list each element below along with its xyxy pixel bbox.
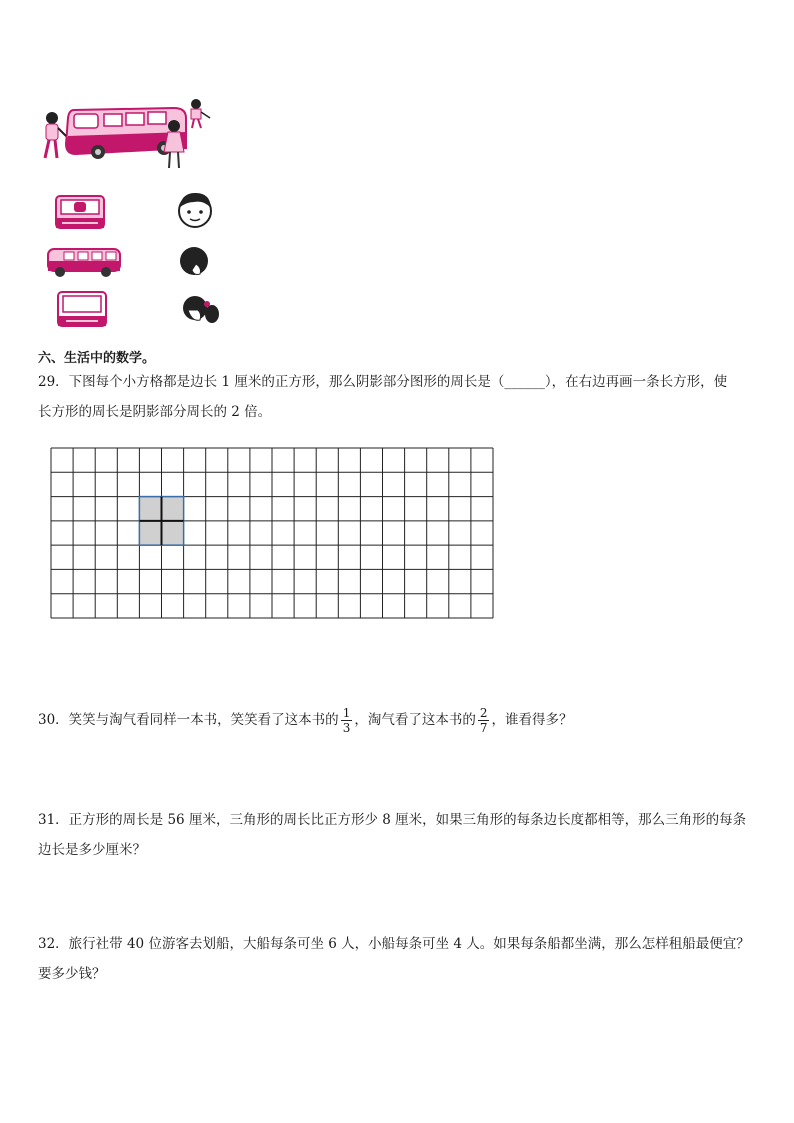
- boy-back-head-icon: [176, 244, 212, 278]
- question-29: [38, 367, 758, 427]
- question-32-line-2: 要多少钱？: [38, 966, 106, 982]
- section-title: 六、生活中的数学。: [38, 351, 156, 366]
- boy-face-icon: [174, 190, 216, 230]
- question-32-line-1: 32．旅行社带 40 位游客去划船，大船每条可坐 6 人，小船每条可坐 4 人。如果每条船都坐满，那么怎样租船最便宜？: [38, 936, 750, 952]
- question-31-line-2: 边长是多少厘米？: [38, 842, 146, 858]
- question-29-line-2: 长方形的周长是阴影部分周长的 2 倍。: [38, 404, 272, 420]
- question-30: 30．笑笑与淘气看同样一本书，笑笑看了这本书的 $\frac{1}{3}$ ，淘气看了这本书的 $\frac{2}{7}$ ，谁看得多？: [38, 706, 573, 735]
- bus-scene-illustration: [36, 96, 214, 176]
- fraction-two-sevenths: $\frac{2}{7}$: [479, 706, 488, 735]
- question-31: [38, 805, 768, 865]
- bus-back-view-icon: [56, 290, 108, 328]
- question-32: [38, 929, 768, 989]
- bus-side-view-icon: [46, 247, 122, 279]
- question-29-line-1: 29．下图每个小方格都是边长 1 厘米的正方形，那么阴影部分图形的周长是（______），在右边再画一条长方形，使: [38, 367, 758, 397]
- girl-side-head-icon: [178, 292, 222, 326]
- answer-blank[interactable]: ______: [504, 374, 545, 390]
- grid-svg: [50, 447, 494, 619]
- fraction-one-third: $\frac{1}{3}$: [342, 706, 351, 735]
- bus-front-view-icon: [54, 194, 106, 230]
- question-31-line-1: 31．正方形的周长是 56 厘米，三角形的周长比正方形少 8 厘米，如果三角形的每条边长度都相等，那么三角形的每条: [38, 812, 747, 828]
- square-grid[interactable]: [50, 447, 494, 619]
